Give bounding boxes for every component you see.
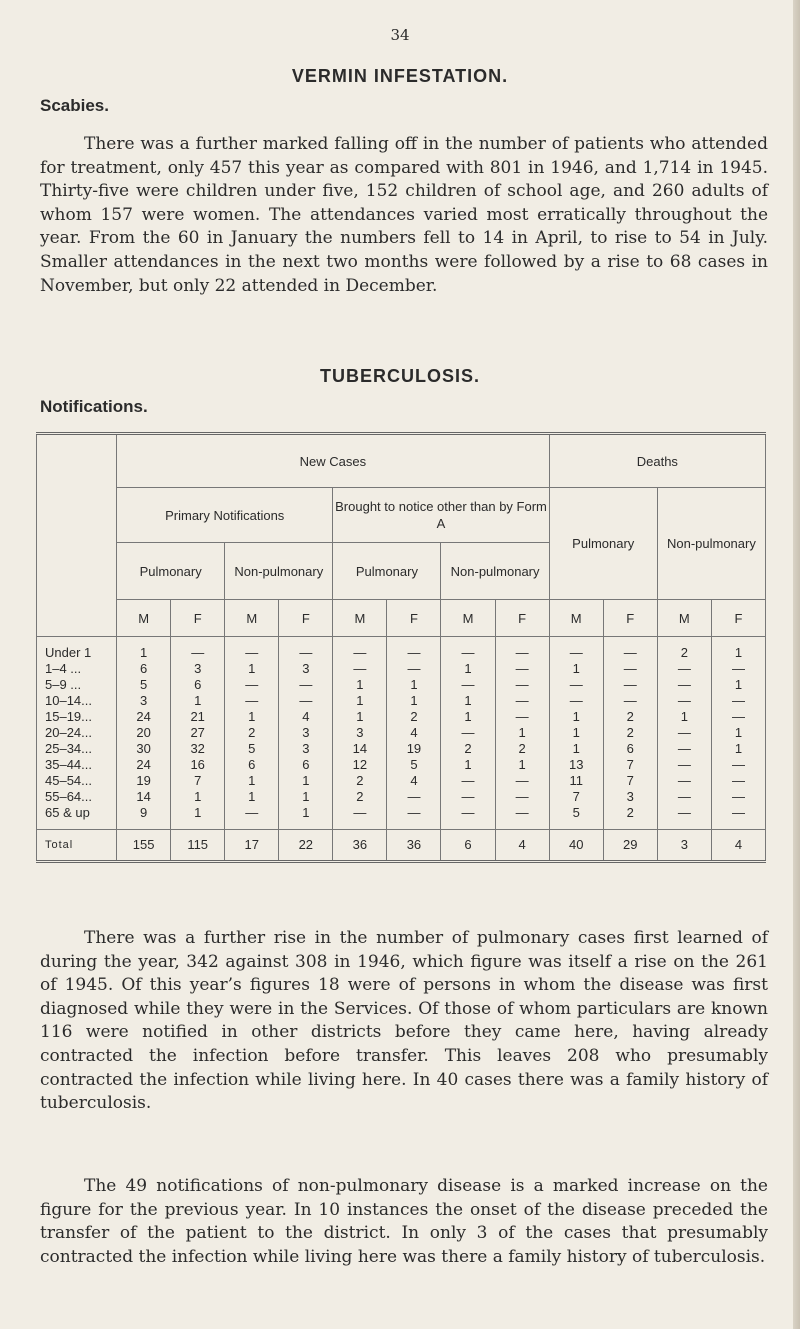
table-cell: —: [387, 805, 441, 830]
sex-header-m: M: [225, 600, 279, 637]
table-cell: 24: [117, 709, 171, 725]
table-cell: 2: [387, 709, 441, 725]
table-cell: 7: [549, 789, 603, 805]
sex-header-f: F: [279, 600, 333, 637]
brought-to-notice-header: Brought to notice other than by Form A: [333, 488, 549, 543]
table-row: [37, 693, 766, 709]
primary-pulmonary-header: Pulmonary: [117, 543, 225, 600]
table-cell: 4: [279, 709, 333, 725]
table-cell: 1: [711, 725, 765, 741]
table-cell: 1: [171, 693, 225, 709]
sex-header-f: F: [711, 600, 765, 637]
table-cell: 2: [603, 709, 657, 725]
table-cell: 1: [657, 709, 711, 725]
table-cell: 1: [495, 757, 549, 773]
table-cell: —: [441, 637, 495, 662]
table-cell: —: [495, 693, 549, 709]
table-cell: 1: [387, 693, 441, 709]
age-group-label: 35–44...: [37, 757, 117, 773]
table-cell: 12: [333, 757, 387, 773]
table-cell: —: [441, 773, 495, 789]
table-cell: 1: [279, 805, 333, 830]
table-cell: 1: [441, 709, 495, 725]
table-cell: 2: [333, 773, 387, 789]
notifications-table: [36, 432, 766, 863]
table-cell: —: [603, 693, 657, 709]
table-cell: 2: [603, 805, 657, 830]
table-cell: —: [441, 805, 495, 830]
table-cell: —: [387, 789, 441, 805]
deaths-header: Deaths: [549, 434, 765, 488]
age-group-label: 65 & up: [37, 805, 117, 830]
age-group-label: 20–24...: [37, 725, 117, 741]
table-cell: 13: [549, 757, 603, 773]
table-cell: —: [657, 741, 711, 757]
table-cell: 1: [333, 677, 387, 693]
table-cell: —: [711, 789, 765, 805]
table-cell: 3: [279, 725, 333, 741]
table-cell: —: [441, 725, 495, 741]
total-cell: 3: [657, 830, 711, 862]
age-group-label: 5–9 ...: [37, 677, 117, 693]
table-cell: 1: [549, 741, 603, 757]
table-cell: —: [225, 677, 279, 693]
total-cell: 40: [549, 830, 603, 862]
table-cell: 2: [657, 637, 711, 662]
table-cell: 5: [549, 805, 603, 830]
table-row: [37, 741, 766, 757]
age-group-label: 1–4 ...: [37, 661, 117, 677]
total-cell: 29: [603, 830, 657, 862]
table-cell: 1: [333, 693, 387, 709]
table-cell: —: [549, 693, 603, 709]
total-cell: 17: [225, 830, 279, 862]
table-cell: 6: [171, 677, 225, 693]
table-cell: —: [657, 757, 711, 773]
table-cell: 19: [117, 773, 171, 789]
table-cell: 2: [333, 789, 387, 805]
table-cell: 1: [333, 709, 387, 725]
sex-header-m: M: [657, 600, 711, 637]
total-cell: 155: [117, 830, 171, 862]
page-edge-shadow: [793, 0, 800, 1329]
table-cell: —: [495, 709, 549, 725]
total-cell: 4: [495, 830, 549, 862]
table-cell: —: [657, 805, 711, 830]
table-cell: —: [495, 661, 549, 677]
table-cell: 1: [549, 725, 603, 741]
table-cell: 2: [225, 725, 279, 741]
table-cell: 9: [117, 805, 171, 830]
table-cell: —: [603, 661, 657, 677]
sex-header-m: M: [549, 600, 603, 637]
table-cell: —: [549, 637, 603, 662]
table-cell: 3: [279, 661, 333, 677]
age-group-label: 25–34...: [37, 741, 117, 757]
table-row: [37, 789, 766, 805]
age-group-label: 45–54...: [37, 773, 117, 789]
table-cell: 2: [441, 741, 495, 757]
table-cell: —: [657, 773, 711, 789]
age-group-label: 15–19...: [37, 709, 117, 725]
table-cell: —: [225, 805, 279, 830]
sex-header-m: M: [117, 600, 171, 637]
table-cell: 3: [279, 741, 333, 757]
table-cell: 1: [441, 757, 495, 773]
table-cell: 1: [279, 773, 333, 789]
table-cell: 1: [495, 725, 549, 741]
table-cell: 30: [117, 741, 171, 757]
table-cell: 24: [117, 757, 171, 773]
table-cell: —: [657, 693, 711, 709]
table-cell: 2: [603, 725, 657, 741]
table-cell: 3: [603, 789, 657, 805]
table-cell: 5: [117, 677, 171, 693]
table-row: [37, 773, 766, 789]
page-number: 34: [390, 26, 410, 44]
table-cell: 20: [117, 725, 171, 741]
table-cell: —: [495, 789, 549, 805]
vermin-heading: VERMIN INFESTATION.: [291, 66, 509, 86]
table-cell: —: [387, 637, 441, 662]
table-cell: 5: [225, 741, 279, 757]
table-cell: —: [603, 677, 657, 693]
table-cell: —: [657, 661, 711, 677]
table-cell: —: [711, 805, 765, 830]
primary-non-pulmonary-header: Non-pulmonary: [225, 543, 333, 600]
table-cell: 19: [387, 741, 441, 757]
table-cell: —: [387, 661, 441, 677]
table-cell: 6: [279, 757, 333, 773]
table-cell: —: [279, 677, 333, 693]
brought-non-pulmonary-header: Non-pulmonary: [441, 543, 549, 600]
table-cell: —: [549, 677, 603, 693]
table-cell: 3: [117, 693, 171, 709]
table-cell: —: [495, 637, 549, 662]
non-pulmonary-paragraph: The 49 notifications of non-pulmonary disease is a marked increase on the figure for the previous year. In 10 instances the onset of the disease preceded the transfer of the patient to the district. In only 3 of the cases that presumably contracted the infection while living here was there a family history of tuberculosis.: [40, 1176, 768, 1267]
tuberculosis-heading: TUBERCULOSIS.: [319, 366, 480, 386]
table-cell: 7: [171, 773, 225, 789]
table-cell: 16: [171, 757, 225, 773]
table-cell: —: [171, 637, 225, 662]
table-cell: 1: [171, 805, 225, 830]
scabies-paragraph: There was a further marked falling off in the number of patients who attended for treatment, only 457 this year as compared with 801 in 1946, and 1,714 in 1945. Thirty-five were children under five, 152 children of school age, and 260 adults of whom 157 were women. The attendances varied most erratically throughout the year. From the 60 in January the numbers fell to 14 in April, to rise to 54 in July. Smaller attendances in the next two months were followed by a rise to 68 cases in November, but only 22 attended in December.: [40, 134, 768, 296]
primary-notifications-header: Primary Notifications: [117, 488, 333, 543]
table-cell: —: [441, 677, 495, 693]
table-cell: 3: [171, 661, 225, 677]
table-cell: 1: [117, 637, 171, 662]
table-cell: 6: [603, 741, 657, 757]
table-row: [37, 709, 766, 725]
table-cell: —: [225, 693, 279, 709]
table-cell: —: [225, 637, 279, 662]
table-cell: 7: [603, 757, 657, 773]
table-cell: —: [279, 637, 333, 662]
table-cell: —: [279, 693, 333, 709]
table-cell: 5: [387, 757, 441, 773]
table-cell: 1: [549, 661, 603, 677]
total-row: [37, 830, 766, 862]
table-cell: 1: [225, 709, 279, 725]
table-cell: —: [495, 805, 549, 830]
table-cell: 1: [225, 773, 279, 789]
age-group-label: 10–14...: [37, 693, 117, 709]
table-cell: 6: [117, 661, 171, 677]
table-row: [37, 637, 766, 662]
table-cell: —: [603, 637, 657, 662]
sex-header-f: F: [387, 600, 441, 637]
total-label: Total: [37, 830, 117, 862]
total-cell: 22: [279, 830, 333, 862]
table-cell: —: [711, 709, 765, 725]
sex-header-m: M: [441, 600, 495, 637]
deaths-pulmonary-header: Pulmonary: [549, 488, 657, 600]
table-cell: 27: [171, 725, 225, 741]
table-row: [37, 677, 766, 693]
table-cell: 1: [441, 693, 495, 709]
table-cell: —: [711, 757, 765, 773]
table-cell: 1: [279, 789, 333, 805]
table-cell: 1: [711, 677, 765, 693]
table-cell: 32: [171, 741, 225, 757]
table-cell: —: [333, 805, 387, 830]
age-header-cell: [37, 434, 117, 637]
table-cell: —: [657, 725, 711, 741]
table-cell: 1: [171, 789, 225, 805]
table-cell: 4: [387, 773, 441, 789]
total-cell: 115: [171, 830, 225, 862]
table-cell: 1: [549, 709, 603, 725]
age-group-label: 55–64...: [37, 789, 117, 805]
total-cell: 36: [333, 830, 387, 862]
table-cell: 14: [117, 789, 171, 805]
sex-header-f: F: [171, 600, 225, 637]
deaths-non-pulmonary-header: Non-pulmonary: [657, 488, 765, 600]
table-cell: 4: [387, 725, 441, 741]
table-row: [37, 805, 766, 830]
table-cell: 21: [171, 709, 225, 725]
scabies-subheading: Scabies.: [40, 96, 109, 115]
table-cell: 1: [225, 789, 279, 805]
table-cell: —: [657, 789, 711, 805]
age-group-label: Under 1: [37, 637, 117, 662]
table-cell: —: [711, 661, 765, 677]
table-cell: 1: [387, 677, 441, 693]
table-cell: —: [495, 773, 549, 789]
table-row: [37, 661, 766, 677]
table-cell: —: [657, 677, 711, 693]
brought-pulmonary-header: Pulmonary: [333, 543, 441, 600]
table-cell: 3: [333, 725, 387, 741]
table-cell: —: [495, 677, 549, 693]
total-cell: 36: [387, 830, 441, 862]
table-cell: —: [333, 661, 387, 677]
table-cell: —: [711, 773, 765, 789]
table-cell: 6: [225, 757, 279, 773]
new-cases-header: New Cases: [117, 434, 550, 488]
total-cell: 4: [711, 830, 765, 862]
table-body: [37, 637, 766, 862]
table-cell: 1: [711, 637, 765, 662]
notifications-subheading: Notifications.: [40, 397, 148, 416]
pulmonary-paragraph: There was a further rise in the number of pulmonary cases first learned of during the year, 342 against 308 in 1946, which figure was itself a rise on the 261 of 1945. Of this year’s figures 18 were of persons in whom the disease was first diagnosed while they were in the Services. Of those of whom particulars are known 116 were notified in other districts before they came here, having already contracted the infection before transfer. This leaves 208 who presumably contracted the infection while living here. In 40 cases there was a family history of tuberculosis.: [40, 928, 768, 1114]
table-cell: —: [441, 789, 495, 805]
sex-header-m: M: [333, 600, 387, 637]
table-cell: —: [711, 693, 765, 709]
table-cell: 1: [711, 741, 765, 757]
table-cell: 14: [333, 741, 387, 757]
total-cell: 6: [441, 830, 495, 862]
table-cell: 1: [225, 661, 279, 677]
table-cell: 1: [441, 661, 495, 677]
table-cell: 7: [603, 773, 657, 789]
table-cell: —: [333, 637, 387, 662]
sex-header-f: F: [495, 600, 549, 637]
table-cell: 2: [495, 741, 549, 757]
table-row: [37, 757, 766, 773]
sex-header-f: F: [603, 600, 657, 637]
table-cell: 11: [549, 773, 603, 789]
table-row: [37, 725, 766, 741]
